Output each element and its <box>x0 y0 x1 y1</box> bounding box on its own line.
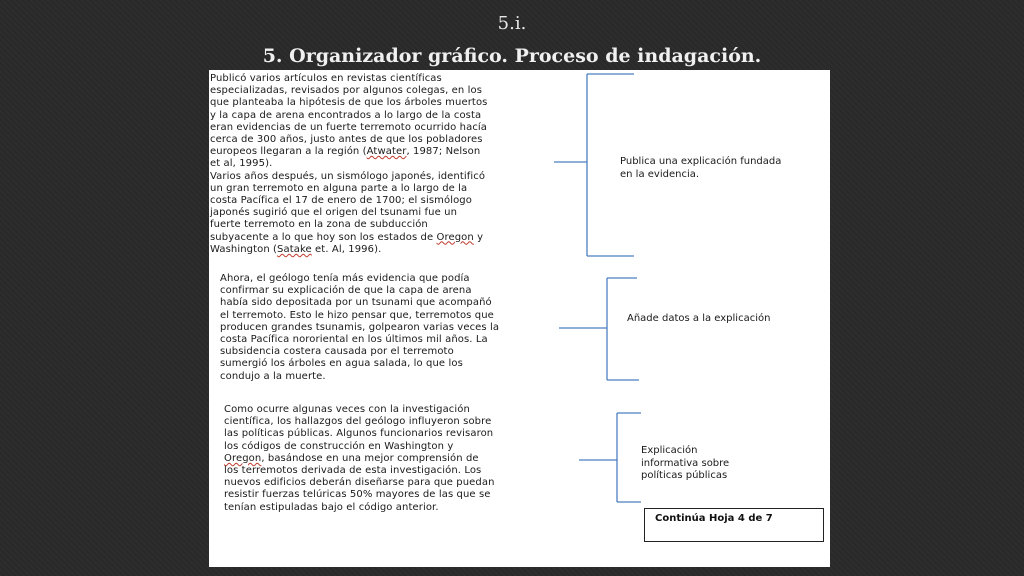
continua-hoja-text: Continúa Hoja 4 de 7 <box>655 513 773 524</box>
citation-satake: Satake <box>277 243 312 255</box>
section-2-text: Ahora, el geólogo tenía más evidencia que podía confirmar su explicación de que la capa de arena había sido depositada por un tsunami que acompañó el terremoto. Esto le hizo pensar que, terremotos que producen grandes tsunamis, golpearon varias veces la costa Pacífica nororiental en los últimos mil años. La subsidencia costera causada por el terremoto sumergió los árboles en agua salada, lo que los condujo a la muerte. <box>220 273 500 382</box>
label-anade-datos: Añade datos a la explicación <box>627 313 771 324</box>
section-3-text: Como ocurre algunas veces con la investigación científica, los hallazgos del geólogo influyeron sobre las políticas públicas. Algunos funcionarios revisaron los códigos de construcción en Washington y Oregon, basándose en una mejor comprensión de los terremotos derivada de esta investigación. Los nuevos edificios deberán diseñarse para que puedan resistir fuerzas telúricas 50% mayores de las que se tenían estipuladas bajo el código anterior. <box>224 404 495 513</box>
continua-hoja-box <box>644 508 824 542</box>
slide-subtitle: 5.i. <box>497 13 527 34</box>
document-sheet <box>209 70 830 567</box>
label-explicacion-informativa: Explicación informativa sobre políticas públicas <box>641 445 730 481</box>
section-1-text: Publicó varios artículos en revistas científicas especializadas, revisados por algunos colegas, en los que planteaba la hipótesis de que los árboles muertos y la capa de arena encontrados a lo largo de la costa eran evidencias de un fuerte terremoto ocurrido hacía cerca de 300 años, justo antes de que los pobladores europeos llegaran a la región (Atwater, 1987; Nelson et al, 1995). Varios años después, un sismólogo japonés, identificó un gran terremoto en alguna parte a lo largo de la costa Pacífica el 17 de enero de 1700; el sismólogo japonés sugirió que el origen del tsunami fue un fuerte terremoto en la zona de subducción subyacente a lo que hoy son los estados de Oregon y Washington (Satake et. Al, 1996). <box>210 73 488 255</box>
label-publica-explicacion: Publica una explicación fundada en la evidencia. <box>620 156 782 180</box>
slide-title: 5. Organizador gráfico. Proceso de indagación. <box>262 45 762 67</box>
word-oregon: Oregon <box>436 231 474 243</box>
citation-atwater: Atwater <box>366 146 407 158</box>
word-oregon-2: Oregon <box>224 452 262 464</box>
